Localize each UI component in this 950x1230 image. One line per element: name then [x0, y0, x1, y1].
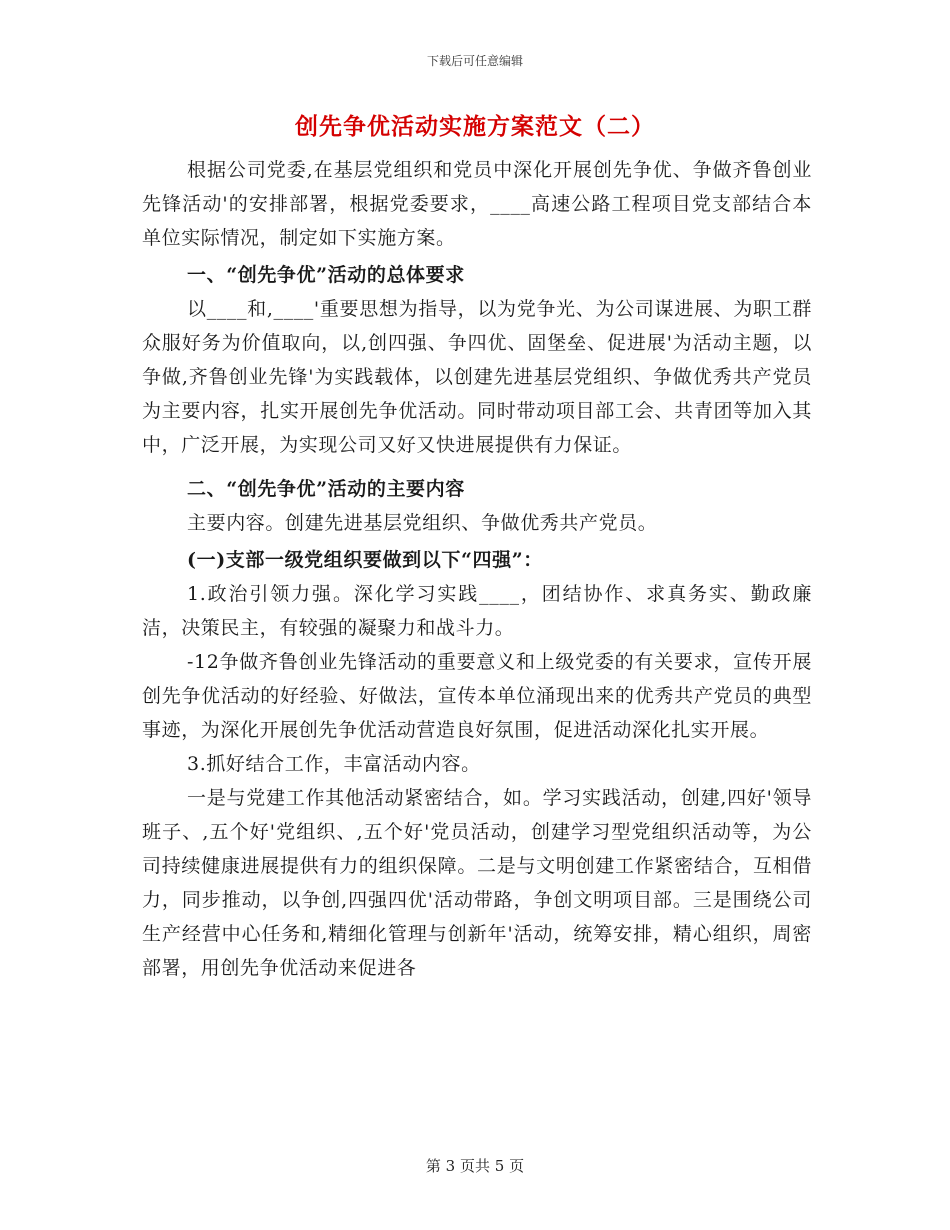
body-paragraph: 以____和,____'重要思想为指导，以为党争光、为公司谋进展、为职工群众服好务为价值取向，以,创四强、争四优、固堡垒、促进展'为活动主题，以争做,齐鲁创业先锋'为实践载体，以创建先进基层党组织、争做优秀共产党员为主要内容，扎实开展创先争优活动。同时带动项目部工会、共青团等加入其中，广泛开展，为实现公司又好又快进展提供有力保证。 — [142, 298, 812, 456]
subsection-heading: (一)支部一级党组织要做到以下“四强”： — [187, 549, 543, 571]
body-paragraph: 根据公司党委,在基层党组织和党员中深化开展创先争优、争做齐鲁创业先锋活动'的安排部署，根据党委要求，____高速公路工程项目党支部结合本单位实际情况，制定如下实施方案。 — [142, 159, 812, 249]
section-heading: 一、“创先争优”活动的总体要求 — [187, 264, 465, 286]
body-paragraph: 一是与党建工作其他活动紧密结合，如。学习实践活动，创建,四好'领导班子、,五个好'党组织、,五个好'党员活动，创建学习型党组织活动等，为公司持续健康进展提供有力的组织保障。二是与文明创建工作紧密结合，互相借力，同步推动，以争创,四强四优'活动带路，争创文明项目部。三是围绕公司生产经营中心任务和,精细化管理与创新年'活动，统筹安排，精心组织，周密部署，用创先争优活动来促进各 — [142, 787, 812, 979]
section-heading: 二、“创先争优”活动的主要内容 — [187, 478, 465, 500]
body-paragraph: 主要内容。创建先进基层党组织、争做优秀共产党员。 — [187, 512, 658, 534]
body-paragraph: -12争做齐鲁创业先锋活动的重要意义和上级党委的有关要求，宣传开展创先争优活动的好经验、好做法，宣传本单位涌现出来的优秀共产党员的典型事迹，为深化开展创先争优活动营造良好氛围，促进活动深化扎实开展。 — [142, 651, 812, 741]
page-number: 第 3 页共 5 页 — [425, 1157, 525, 1175]
page-header: 下载后可任意编辑 — [426, 54, 523, 68]
document-title: 创先争优活动实施方案范文（二） — [295, 113, 655, 140]
body-paragraph: 1.政治引领力强。深化学习实践____，团结协作、求真务实、勤政廉洁，决策民主，有较强的凝聚力和战斗力。 — [142, 583, 812, 639]
document-body — [142, 153, 812, 985]
body-paragraph: 3.抓好结合工作，丰富活动内容。 — [187, 753, 481, 775]
